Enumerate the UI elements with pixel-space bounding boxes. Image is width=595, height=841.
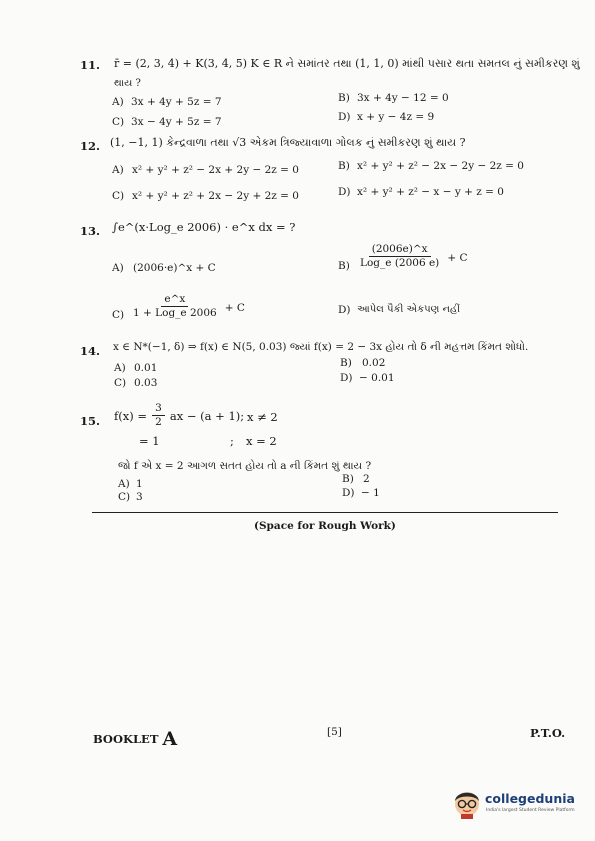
- function-lhs: f(x) =: [114, 409, 148, 423]
- condition: x ≠ 2: [247, 410, 278, 424]
- option-d: − 1: [361, 487, 380, 499]
- question-text: x ∈ N*(−1, δ) ⇒ f(x) ∈ N(5, 0.03) જ્યાં f(x) = 2 − 3x હોય તો δ ની મહત્તમ કિંમત શોધો.: [113, 341, 529, 353]
- logo-name: collegedunia: [485, 791, 575, 806]
- option-d: x + y − 4z = 9: [357, 111, 435, 123]
- piecewise-function-line-1: [114, 402, 244, 429]
- option-label: C): [112, 116, 125, 128]
- denominator: 1 + Log_e 2006: [133, 307, 217, 319]
- booklet-letter: A: [162, 728, 178, 750]
- option-label: B): [338, 160, 350, 172]
- option-a: (2006·e)^x + C: [133, 262, 216, 274]
- option-label: A): [112, 262, 124, 274]
- fraction: [357, 243, 442, 270]
- divider: [92, 512, 558, 513]
- option-label: D): [342, 487, 355, 499]
- option-a: x² + y² + z² − 2x + 2y − 2z = 0: [132, 164, 299, 176]
- question-number: 14.: [80, 344, 101, 358]
- denominator: Log_e (2006 e): [360, 257, 440, 269]
- option-label: C): [112, 190, 125, 202]
- option-d: − 0.01: [359, 372, 395, 384]
- option-d: x² + y² + z² − x − y + z = 0: [357, 186, 504, 198]
- option-c: [130, 293, 245, 320]
- numerator: e^x: [161, 293, 188, 307]
- booklet-label: BOOKLET: [93, 732, 159, 746]
- question-text: (1, −1, 1) કેન્દ્રવાળા તથા √3 એકમ ત્રિજ્યાવાળા ગોલક નું સમીકરણ શું થાય ?: [110, 136, 466, 149]
- option-label: C): [118, 491, 131, 503]
- constant: + C: [224, 302, 245, 314]
- option-label: C): [114, 377, 127, 389]
- question-text: જો f એ x = 2 આગળ સતત હોય તો a ની કિંમત શું થાય ?: [118, 460, 372, 472]
- option-c: 0.03: [134, 377, 158, 389]
- constant: + C: [447, 252, 468, 264]
- option-a: 3x + 4y + 5z = 7: [131, 96, 222, 108]
- option-b: 0.02: [362, 357, 386, 369]
- option-label: A): [118, 478, 130, 490]
- option-label: D): [338, 111, 351, 123]
- option-label: A): [112, 96, 124, 108]
- option-b: x² + y² + z² − 2x − 2y − 2z = 0: [357, 160, 524, 172]
- option-b: 2: [363, 473, 370, 485]
- option-label: B): [338, 260, 350, 272]
- fraction: [152, 402, 165, 429]
- option-c: 3: [136, 491, 143, 503]
- separator: ;: [230, 434, 234, 448]
- option-b: [357, 243, 468, 270]
- option-label: D): [338, 304, 351, 316]
- question-number: 12.: [80, 139, 101, 153]
- question-text: r̄ = (2, 3, 4) + K(3, 4, 5) K ∈ R ને સમાંતર તથા (1, 1, 0) માંથી પસાર થતા સમતલ નું સમીકરણ શું: [114, 57, 580, 70]
- option-c: x² + y² + z² + 2x − 2y + 2z = 0: [132, 190, 299, 202]
- logo-mascot-icon: [452, 787, 482, 819]
- option-label: A): [112, 164, 124, 176]
- option-label: B): [338, 92, 350, 104]
- option-b: 3x + 4y − 12 = 0: [357, 92, 449, 104]
- option-label: A): [114, 362, 126, 374]
- page-number: [5]: [327, 726, 342, 738]
- question-text: ∫e^(x·Log_e 2006) · e^x dx = ?: [112, 220, 296, 234]
- question-number: 13.: [80, 224, 101, 238]
- question-number: 11.: [80, 58, 101, 72]
- numerator: (2006e)^x: [369, 243, 431, 257]
- option-a: 1: [136, 478, 143, 490]
- option-c: 3x − 4y + 5z = 7: [131, 116, 222, 128]
- option-d: આપેલ પૈકી એકપણ નહીં: [357, 304, 460, 315]
- piecewise-value: = 1: [139, 434, 160, 448]
- booklet-label-group: [93, 728, 177, 750]
- question-number: 15.: [80, 414, 101, 428]
- option-a: 0.01: [134, 362, 158, 374]
- option-label: C): [112, 309, 125, 321]
- option-label: B): [342, 473, 354, 485]
- denominator: 2: [155, 416, 162, 428]
- option-label: D): [340, 372, 353, 384]
- option-label: D): [338, 186, 351, 198]
- pto-label: P.T.O.: [530, 726, 566, 740]
- question-text-continued: થાય ?: [114, 78, 141, 89]
- collegedunia-watermark: [452, 787, 575, 821]
- function-rhs: ax − (a + 1);: [169, 409, 245, 423]
- rough-work-label: (Space for Rough Work): [254, 520, 396, 532]
- fraction: [130, 293, 220, 320]
- option-label: B): [340, 357, 352, 369]
- condition: x = 2: [246, 434, 277, 448]
- logo-tagline: India's largest Student Review Platform: [486, 808, 575, 813]
- numerator: 3: [152, 402, 165, 416]
